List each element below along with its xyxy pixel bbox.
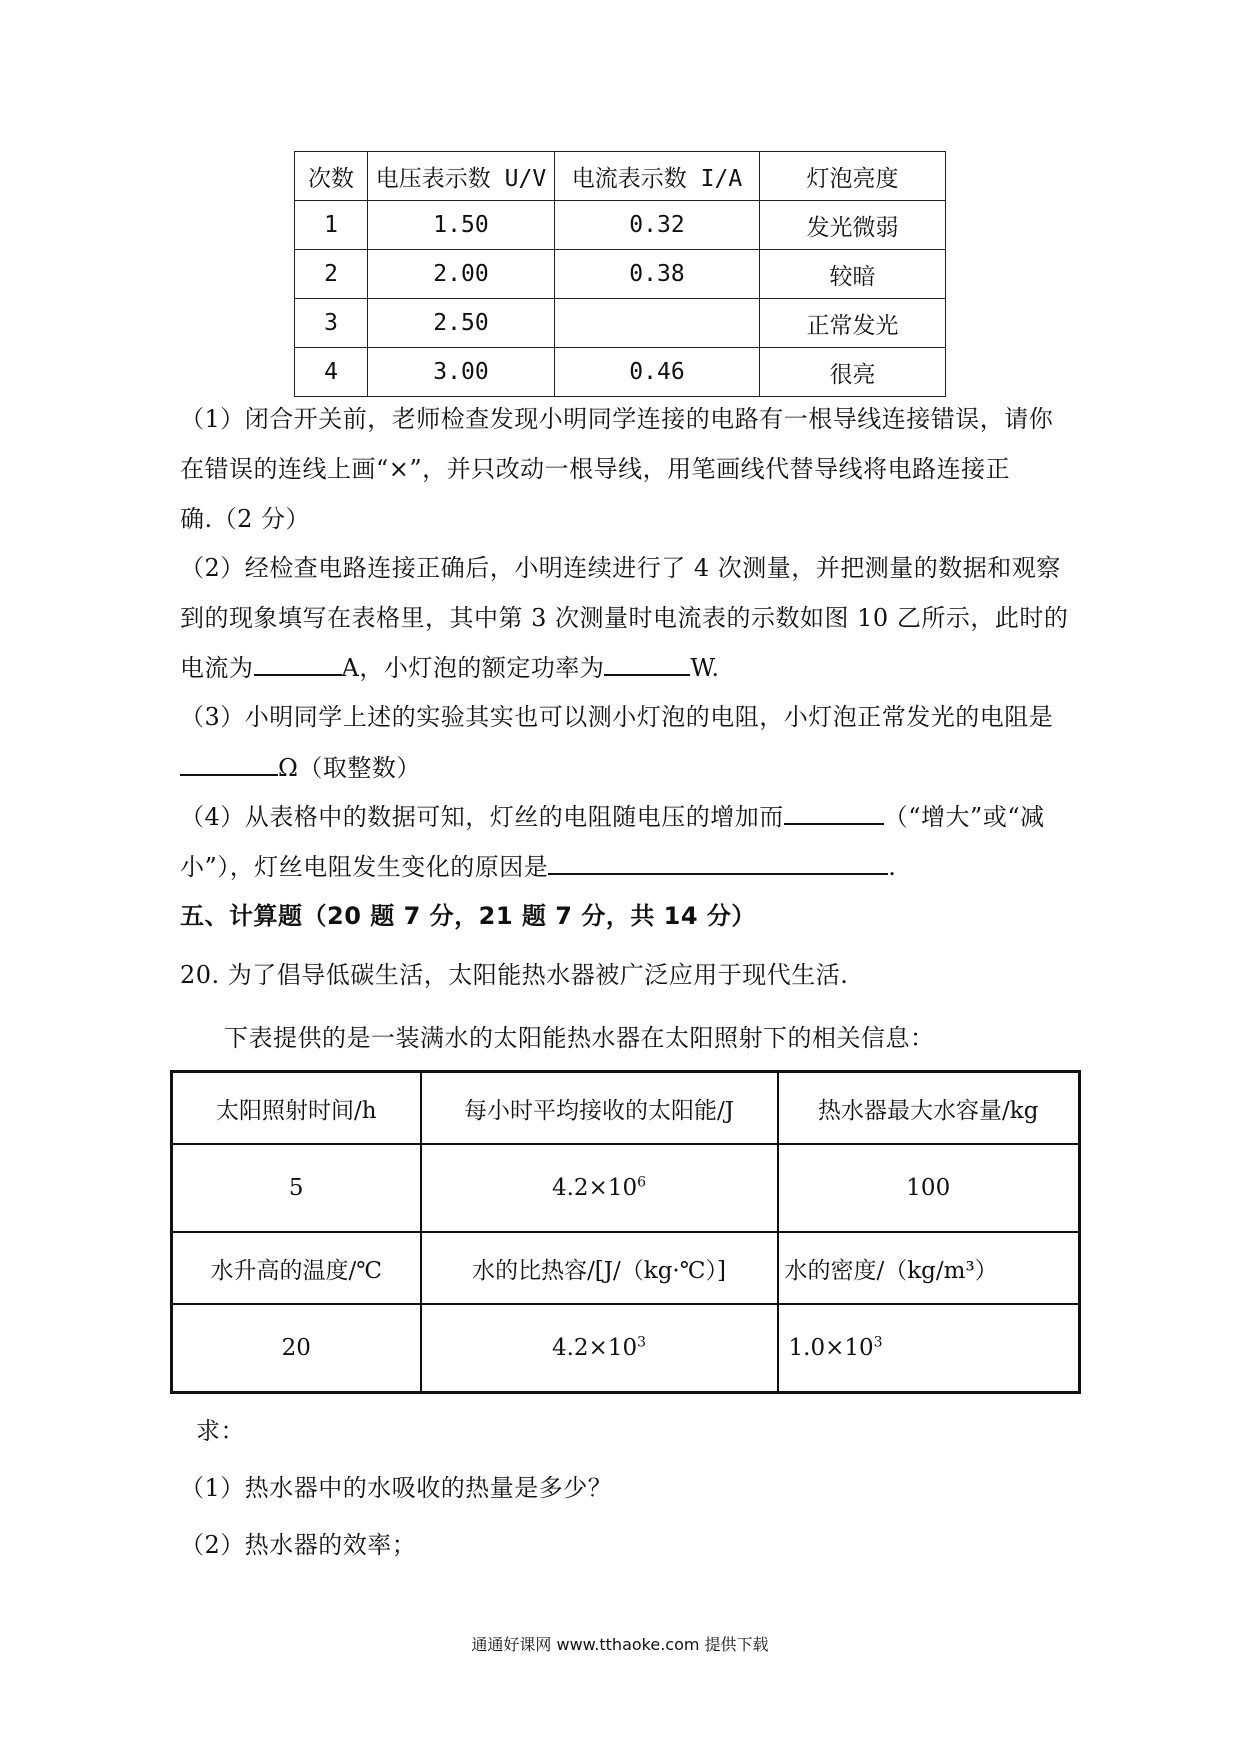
table-cell [421, 1304, 778, 1393]
table-header-cell: 灯泡亮度 [760, 152, 946, 201]
sub-question-2: （2）热水器的效率； [180, 1531, 417, 1559]
page-footer: 通通好课网 www.tthaoke.com 提供下载 [471, 1635, 769, 1654]
q2-line2: 到的现象填写在表格里，其中第 3 次测量时电流表的示数如图 10 乙所示，此时的 [180, 604, 1069, 632]
q1-line3: 确.（2 分） [180, 505, 311, 533]
cell-value: 20 [281, 1335, 311, 1361]
cell-value: 4.2×10 [551, 1335, 638, 1361]
table-cell: 0.38 [555, 250, 760, 299]
table-cell: 3.00 [368, 348, 555, 397]
table-header-row [295, 152, 946, 201]
table-cell: 正常发光 [760, 299, 946, 348]
q3-line2-b: Ω（取整数） [278, 754, 421, 782]
table-cell: 发光微弱 [760, 201, 946, 250]
table-cell: 2.50 [368, 299, 555, 348]
q4-line2 [180, 851, 896, 882]
q3-line2 [180, 752, 421, 783]
q20-title: 20. 为了倡导低碳生活，太阳能热水器被广泛应用于现代生活. [180, 961, 849, 989]
table-header-row [172, 1072, 1080, 1145]
table-header-cell: 太阳照射时间/h [172, 1072, 421, 1145]
table-row [295, 250, 946, 299]
table-header-cell: 水升高的温度/℃ [172, 1232, 421, 1304]
q3-line1: （3）小明同学上述的实验其实也可以测小灯泡的电阻，小灯泡正常发光的电阻是 [180, 703, 1054, 731]
table-cell [172, 1144, 421, 1232]
cell-value: 4.2×10 [551, 1175, 638, 1201]
table-header-cell: 水的比热容/[J/（kg·℃）] [421, 1232, 778, 1304]
resistance-answer-blank[interactable] [180, 752, 278, 776]
table-header-cell: 水的密度/（kg/m³） [778, 1232, 1080, 1304]
table-cell: 很亮 [760, 348, 946, 397]
q20-intro: 下表提供的是一装满水的太阳能热水器在太阳照射下的相关信息： [224, 1024, 935, 1052]
q1-line1: （1）闭合开关前，老师检查发现小明同学连接的电路有一根导线连接错误，请你 [180, 405, 1054, 433]
q2-line1: （2）经检查电路连接正确后，小明连续进行了 4 次测量，并把测量的数据和观察 [180, 554, 1061, 582]
table-cell: 1 [295, 201, 368, 250]
table-cell: 0.46 [555, 348, 760, 397]
table-header-row [172, 1232, 1080, 1304]
table-header-cell: 电流表示数 I/A [555, 152, 760, 201]
solar-heater-table [170, 1070, 1081, 1394]
table-row [295, 299, 946, 348]
q2-line3-a: 电流为 [180, 654, 254, 682]
reason-answer-blank[interactable] [548, 851, 888, 875]
table-cell [778, 1144, 1080, 1232]
q4-line2-a: 小”），灯丝电阻发生变化的原因是 [180, 853, 549, 881]
table-cell: 0.32 [555, 201, 760, 250]
table-row [295, 348, 946, 397]
q2-line3 [180, 652, 719, 683]
table-cell [555, 299, 760, 348]
trend-answer-blank[interactable] [784, 801, 884, 825]
table-cell [172, 1304, 421, 1393]
table-header-cell: 热水器最大水容量/kg [778, 1072, 1080, 1145]
cell-exponent: 3 [873, 1334, 883, 1351]
table-header-cell: 每小时平均接收的太阳能/J [421, 1072, 778, 1145]
q4-line1 [180, 801, 1045, 832]
table-cell: 4 [295, 348, 368, 397]
measurement-table [294, 151, 946, 397]
cell-exponent: 6 [637, 1174, 647, 1191]
table-cell: 2 [295, 250, 368, 299]
table-cell: 1.50 [368, 201, 555, 250]
q4-line1-a: （4）从表格中的数据可知，灯丝的电阻随电压的增加而 [180, 803, 784, 831]
table-row [172, 1304, 1080, 1393]
q1-line2: 在错误的连线上画“×”，并只改动一根导线，用笔画线代替导线将电路连接正 [180, 455, 1011, 483]
q2-line3-b: A，小灯泡的额定功率为 [341, 654, 605, 682]
sub-question-1: （1）热水器中的水吸收的热量是多少？ [180, 1474, 613, 1502]
cell-value: 5 [288, 1175, 304, 1201]
table-cell [778, 1304, 1080, 1393]
table-header-cell: 电压表示数 U/V [368, 152, 555, 201]
ask-label: 求： [196, 1417, 245, 1445]
table-cell [421, 1144, 778, 1232]
q4-line2-b: . [888, 853, 897, 881]
cell-exponent: 3 [637, 1334, 647, 1351]
table-row [295, 201, 946, 250]
table-cell: 3 [295, 299, 368, 348]
table-row [172, 1144, 1080, 1232]
q4-line1-b: （“增大”或“减 [883, 803, 1045, 831]
table-cell: 较暗 [760, 250, 946, 299]
table-header-cell: 次数 [295, 152, 368, 201]
table-cell: 2.00 [368, 250, 555, 299]
cell-value: 1.0×10 [788, 1335, 874, 1361]
power-answer-blank[interactable] [604, 652, 690, 676]
current-answer-blank[interactable] [254, 652, 342, 676]
section-title: 五、计算题（20 题 7 分，21 题 7 分，共 14 分） [180, 902, 756, 930]
q2-line3-c: W. [690, 654, 720, 682]
cell-value: 100 [906, 1175, 951, 1201]
